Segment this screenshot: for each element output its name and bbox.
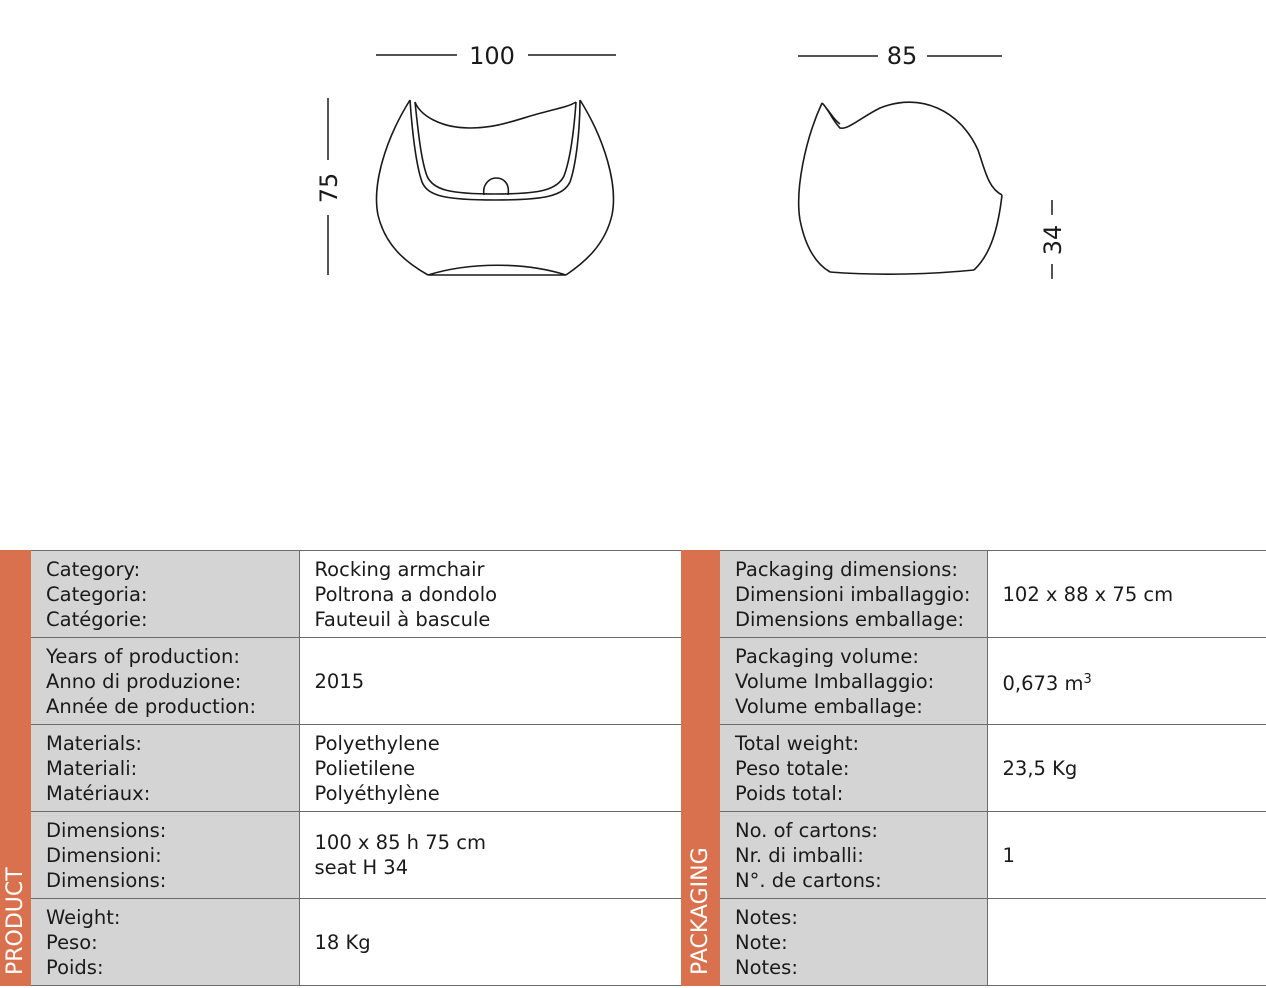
packaging-tab-label: PACKAGING xyxy=(688,847,713,975)
packaging-volume-value: 0,673 $m^3$ xyxy=(987,638,1266,725)
table-row xyxy=(31,551,681,638)
table-row xyxy=(720,725,1266,812)
table-row xyxy=(31,899,681,986)
product-spec-table xyxy=(31,550,681,986)
category-label: Category: Categoria: Catégorie: xyxy=(31,551,299,638)
table-row xyxy=(720,551,1266,638)
packaging-dimensions-value: 102 x 88 x 75 cm xyxy=(987,551,1266,638)
seat-height-label: 34 xyxy=(1039,224,1067,256)
dimensions-value: 100 x 85 h 75 cm seat H 34 xyxy=(299,812,681,899)
side-view-chair xyxy=(799,102,1002,274)
notes-label: Notes: Note: Notes: xyxy=(720,899,987,986)
front-width-label: 100 xyxy=(469,42,515,70)
cartons-label: No. of cartons: Nr. di imballi: N°. de cartons: xyxy=(720,812,987,899)
front-height-label: 75 xyxy=(315,172,343,204)
product-tab xyxy=(0,550,31,986)
packaging-spec-table xyxy=(720,550,1266,986)
materials-label: Materials: Materiali: Matériaux: xyxy=(31,725,299,812)
category-value: Rocking armchair Poltrona a dondolo Fauteuil à bascule xyxy=(299,551,681,638)
total-weight-label: Total weight: Peso totale: Poids total: xyxy=(720,725,987,812)
table-row xyxy=(31,638,681,725)
notes-value xyxy=(987,899,1266,986)
materials-value: Polyethylene Polietilene Polyéthylène xyxy=(299,725,681,812)
product-tab-label: PRODUCT xyxy=(3,867,28,975)
table-row xyxy=(31,725,681,812)
dimensions-label: Dimensions: Dimensioni: Dimensions: xyxy=(31,812,299,899)
years-label: Years of production: Anno di produzione: Année de production: xyxy=(31,638,299,725)
weight-label: Weight: Peso: Poids: xyxy=(31,899,299,986)
superscript-unit: 3 xyxy=(1083,671,1092,687)
side-depth-label: 85 xyxy=(886,42,918,70)
table-row xyxy=(720,638,1266,725)
front-view-chair xyxy=(377,100,614,275)
table-row xyxy=(31,812,681,899)
total-weight-value: 23,5 Kg xyxy=(987,725,1266,812)
packaging-volume-label: Packaging volume: Volume Imballaggio: Volume emballage: xyxy=(720,638,987,725)
technical-drawing xyxy=(0,0,1266,320)
years-value: 2015 xyxy=(299,638,681,725)
cartons-value: 1 xyxy=(987,812,1266,899)
table-row xyxy=(720,899,1266,986)
table-row xyxy=(720,812,1266,899)
packaging-tab xyxy=(681,550,720,986)
packaging-dimensions-label: Packaging dimensions: Dimensioni imballaggio: Dimensions emballage: xyxy=(720,551,987,638)
weight-value: 18 Kg xyxy=(299,899,681,986)
